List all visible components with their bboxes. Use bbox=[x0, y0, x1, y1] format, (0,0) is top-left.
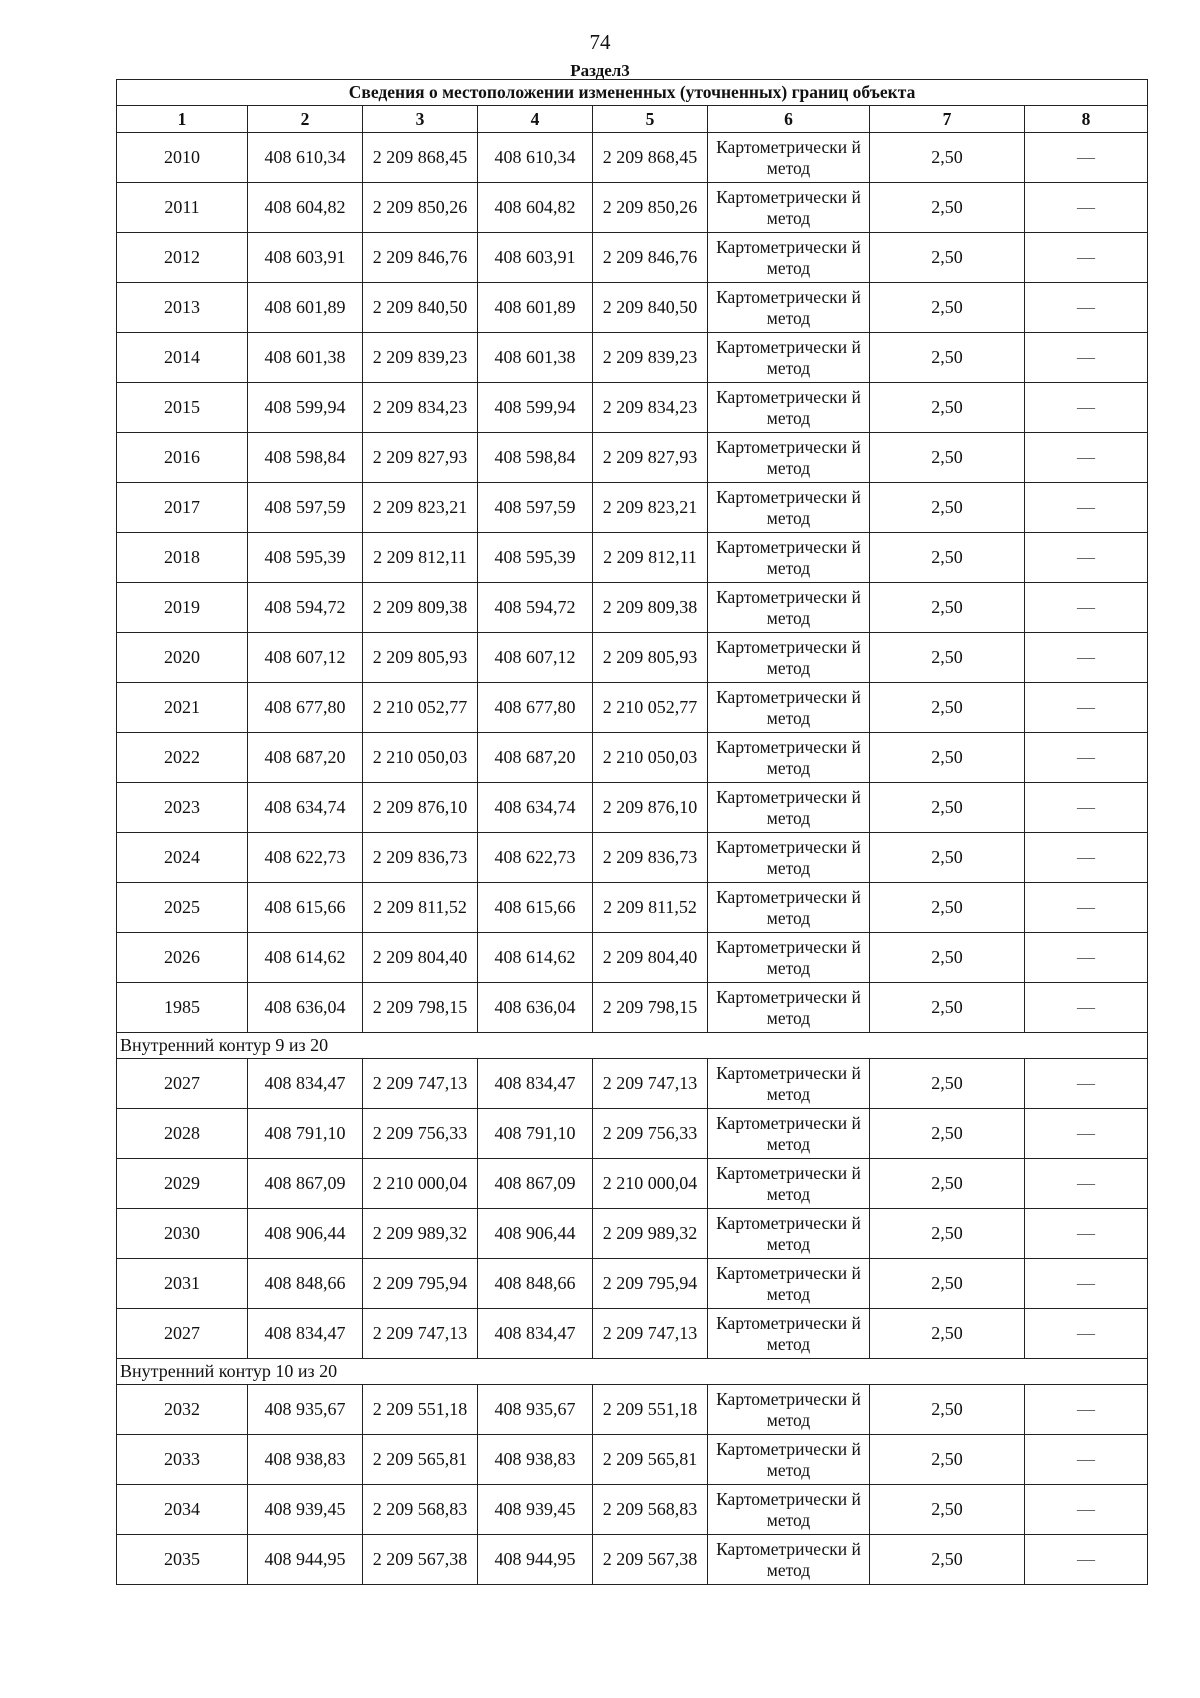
cell-col-2: 408 597,59 bbox=[248, 483, 363, 533]
cell-col-2: 408 604,82 bbox=[248, 183, 363, 233]
cell-col-1: 2023 bbox=[117, 783, 248, 833]
cell-col-3: 2 209 823,21 bbox=[363, 483, 478, 533]
table-row bbox=[117, 1385, 1148, 1435]
cell-col-1: 2020 bbox=[117, 633, 248, 683]
cell-col-4: 408 944,95 bbox=[478, 1535, 593, 1585]
cell-col-5: 2 209 798,15 bbox=[593, 983, 708, 1033]
cell-col-7: 2,50 bbox=[870, 1159, 1025, 1209]
cell-col-8: — bbox=[1025, 1535, 1148, 1585]
cell-col-1: 2035 bbox=[117, 1535, 248, 1585]
cell-col-7: 2,50 bbox=[870, 283, 1025, 333]
table-row bbox=[117, 383, 1148, 433]
cell-col-2: 408 944,95 bbox=[248, 1535, 363, 1585]
table-row bbox=[117, 1485, 1148, 1535]
cell-col-6: Картометрически й метод bbox=[708, 383, 870, 433]
cell-col-4: 408 791,10 bbox=[478, 1109, 593, 1159]
cell-col-7: 2,50 bbox=[870, 1059, 1025, 1109]
table-row bbox=[117, 1535, 1148, 1585]
column-header-row bbox=[117, 106, 1148, 133]
cell-col-1: 2021 bbox=[117, 683, 248, 733]
boundary-coordinates-table bbox=[116, 79, 1148, 1585]
cell-col-3: 2 209 798,15 bbox=[363, 983, 478, 1033]
column-header-3: 3 bbox=[363, 106, 478, 133]
cell-col-6: Картометрически й метод bbox=[708, 283, 870, 333]
table-row bbox=[117, 1059, 1148, 1109]
cell-col-7: 2,50 bbox=[870, 533, 1025, 583]
cell-col-1: 2024 bbox=[117, 833, 248, 883]
cell-col-2: 408 598,84 bbox=[248, 433, 363, 483]
cell-col-7: 2,50 bbox=[870, 933, 1025, 983]
cell-col-7: 2,50 bbox=[870, 883, 1025, 933]
cell-col-4: 408 687,20 bbox=[478, 733, 593, 783]
cell-col-5: 2 209 568,83 bbox=[593, 1485, 708, 1535]
cell-col-8: — bbox=[1025, 1485, 1148, 1535]
section-title: Раздел3 bbox=[570, 61, 630, 80]
cell-col-1: 2029 bbox=[117, 1159, 248, 1209]
cell-col-3: 2 209 747,13 bbox=[363, 1059, 478, 1109]
table-row bbox=[117, 683, 1148, 733]
column-header-6: 6 bbox=[708, 106, 870, 133]
cell-col-5: 2 209 756,33 bbox=[593, 1109, 708, 1159]
cell-col-1: 2025 bbox=[117, 883, 248, 933]
cell-col-8: — bbox=[1025, 233, 1148, 283]
cell-col-7: 2,50 bbox=[870, 183, 1025, 233]
cell-col-4: 408 599,94 bbox=[478, 383, 593, 433]
table-row bbox=[117, 1259, 1148, 1309]
cell-col-7: 2,50 bbox=[870, 383, 1025, 433]
cell-col-1: 2019 bbox=[117, 583, 248, 633]
cell-col-6: Картометрически й метод bbox=[708, 783, 870, 833]
cell-col-7: 2,50 bbox=[870, 433, 1025, 483]
cell-col-5: 2 209 565,81 bbox=[593, 1435, 708, 1485]
cell-col-3: 2 209 809,38 bbox=[363, 583, 478, 633]
cell-col-1: 2015 bbox=[117, 383, 248, 433]
cell-col-1: 2011 bbox=[117, 183, 248, 233]
cell-col-2: 408 601,38 bbox=[248, 333, 363, 383]
cell-col-7: 2,50 bbox=[870, 1385, 1025, 1435]
cell-col-4: 408 597,59 bbox=[478, 483, 593, 533]
cell-col-3: 2 209 756,33 bbox=[363, 1109, 478, 1159]
table-row bbox=[117, 283, 1148, 333]
cell-col-3: 2 209 812,11 bbox=[363, 533, 478, 583]
table-row bbox=[117, 1109, 1148, 1159]
cell-col-7: 2,50 bbox=[870, 833, 1025, 883]
cell-col-3: 2 209 551,18 bbox=[363, 1385, 478, 1435]
cell-col-4: 408 906,44 bbox=[478, 1209, 593, 1259]
cell-col-1: 2010 bbox=[117, 133, 248, 183]
cell-col-2: 408 614,62 bbox=[248, 933, 363, 983]
cell-col-4: 408 634,74 bbox=[478, 783, 593, 833]
cell-col-8: — bbox=[1025, 1385, 1148, 1435]
cell-col-2: 408 848,66 bbox=[248, 1259, 363, 1309]
table-row bbox=[117, 833, 1148, 883]
cell-col-6: Картометрически й метод bbox=[708, 233, 870, 283]
cell-col-6: Картометрически й метод bbox=[708, 633, 870, 683]
column-header-5: 5 bbox=[593, 106, 708, 133]
cell-col-1: 2031 bbox=[117, 1259, 248, 1309]
cell-col-5: 2 209 840,50 bbox=[593, 283, 708, 333]
cell-col-2: 408 834,47 bbox=[248, 1309, 363, 1359]
contour-header-row bbox=[117, 1359, 1148, 1385]
cell-col-6: Картометрически й метод bbox=[708, 1309, 870, 1359]
cell-col-2: 408 594,72 bbox=[248, 583, 363, 633]
cell-col-6: Картометрически й метод bbox=[708, 983, 870, 1033]
cell-col-7: 2,50 bbox=[870, 133, 1025, 183]
cell-col-3: 2 209 804,40 bbox=[363, 933, 478, 983]
cell-col-5: 2 209 868,45 bbox=[593, 133, 708, 183]
cell-col-6: Картометрически й метод bbox=[708, 1159, 870, 1209]
cell-col-1: 2027 bbox=[117, 1059, 248, 1109]
contour-label: Внутренний контур 9 из 20 bbox=[117, 1033, 1148, 1059]
cell-col-3: 2 209 850,26 bbox=[363, 183, 478, 233]
cell-col-8: — bbox=[1025, 133, 1148, 183]
cell-col-4: 408 598,84 bbox=[478, 433, 593, 483]
cell-col-7: 2,50 bbox=[870, 1535, 1025, 1585]
cell-col-2: 408 867,09 bbox=[248, 1159, 363, 1209]
cell-col-5: 2 209 989,32 bbox=[593, 1209, 708, 1259]
cell-col-4: 408 834,47 bbox=[478, 1059, 593, 1109]
cell-col-5: 2 209 805,93 bbox=[593, 633, 708, 683]
table-row bbox=[117, 783, 1148, 833]
cell-col-6: Картометрически й метод bbox=[708, 733, 870, 783]
page-number: 74 bbox=[589, 30, 611, 54]
cell-col-6: Картометрически й метод bbox=[708, 483, 870, 533]
cell-col-7: 2,50 bbox=[870, 333, 1025, 383]
cell-col-8: — bbox=[1025, 1435, 1148, 1485]
cell-col-7: 2,50 bbox=[870, 683, 1025, 733]
cell-col-3: 2 209 811,52 bbox=[363, 883, 478, 933]
cell-col-3: 2 209 834,23 bbox=[363, 383, 478, 433]
cell-col-8: — bbox=[1025, 483, 1148, 533]
cell-col-7: 2,50 bbox=[870, 583, 1025, 633]
cell-col-1: 1985 bbox=[117, 983, 248, 1033]
cell-col-6: Картометрически й метод bbox=[708, 1209, 870, 1259]
cell-col-2: 408 938,83 bbox=[248, 1435, 363, 1485]
table-row bbox=[117, 733, 1148, 783]
table-row bbox=[117, 483, 1148, 533]
cell-col-3: 2 209 868,45 bbox=[363, 133, 478, 183]
cell-col-3: 2 209 805,93 bbox=[363, 633, 478, 683]
cell-col-8: — bbox=[1025, 383, 1148, 433]
cell-col-1: 2034 bbox=[117, 1485, 248, 1535]
cell-col-7: 2,50 bbox=[870, 633, 1025, 683]
cell-col-1: 2018 bbox=[117, 533, 248, 583]
cell-col-8: — bbox=[1025, 683, 1148, 733]
cell-col-8: — bbox=[1025, 883, 1148, 933]
cell-col-4: 408 610,34 bbox=[478, 133, 593, 183]
cell-col-4: 408 601,38 bbox=[478, 333, 593, 383]
table-row bbox=[117, 1309, 1148, 1359]
cell-col-8: — bbox=[1025, 1209, 1148, 1259]
cell-col-6: Картометрически й метод bbox=[708, 1109, 870, 1159]
cell-col-2: 408 603,91 bbox=[248, 233, 363, 283]
cell-col-6: Картометрически й метод bbox=[708, 183, 870, 233]
cell-col-1: 2033 bbox=[117, 1435, 248, 1485]
cell-col-4: 408 938,83 bbox=[478, 1435, 593, 1485]
cell-col-2: 408 607,12 bbox=[248, 633, 363, 683]
cell-col-6: Картометрически й метод bbox=[708, 833, 870, 883]
column-header-4: 4 bbox=[478, 106, 593, 133]
cell-col-6: Картометрически й метод bbox=[708, 333, 870, 383]
cell-col-5: 2 209 812,11 bbox=[593, 533, 708, 583]
cell-col-4: 408 603,91 bbox=[478, 233, 593, 283]
cell-col-1: 2028 bbox=[117, 1109, 248, 1159]
cell-col-4: 408 601,89 bbox=[478, 283, 593, 333]
cell-col-6: Картометрически й метод bbox=[708, 1385, 870, 1435]
table-row bbox=[117, 583, 1148, 633]
cell-col-5: 2 210 050,03 bbox=[593, 733, 708, 783]
cell-col-6: Картометрически й метод bbox=[708, 433, 870, 483]
cell-col-5: 2 209 747,13 bbox=[593, 1309, 708, 1359]
cell-col-8: — bbox=[1025, 183, 1148, 233]
cell-col-8: — bbox=[1025, 1059, 1148, 1109]
cell-col-2: 408 906,44 bbox=[248, 1209, 363, 1259]
cell-col-8: — bbox=[1025, 783, 1148, 833]
cell-col-6: Картометрически й метод bbox=[708, 883, 870, 933]
cell-col-4: 408 622,73 bbox=[478, 833, 593, 883]
cell-col-8: — bbox=[1025, 733, 1148, 783]
cell-col-3: 2 209 565,81 bbox=[363, 1435, 478, 1485]
cell-col-1: 2014 bbox=[117, 333, 248, 383]
cell-col-2: 408 610,34 bbox=[248, 133, 363, 183]
table-row bbox=[117, 633, 1148, 683]
cell-col-5: 2 209 834,23 bbox=[593, 383, 708, 433]
cell-col-2: 408 677,80 bbox=[248, 683, 363, 733]
column-header-1: 1 bbox=[117, 106, 248, 133]
cell-col-5: 2 209 846,76 bbox=[593, 233, 708, 283]
contour-header-row bbox=[117, 1033, 1148, 1059]
table-row bbox=[117, 1209, 1148, 1259]
cell-col-4: 408 595,39 bbox=[478, 533, 593, 583]
cell-col-5: 2 209 876,10 bbox=[593, 783, 708, 833]
cell-col-6: Картометрически й метод bbox=[708, 133, 870, 183]
cell-col-3: 2 209 747,13 bbox=[363, 1309, 478, 1359]
cell-col-4: 408 594,72 bbox=[478, 583, 593, 633]
cell-col-6: Картометрически й метод bbox=[708, 533, 870, 583]
cell-col-5: 2 210 052,77 bbox=[593, 683, 708, 733]
cell-col-4: 408 939,45 bbox=[478, 1485, 593, 1535]
cell-col-6: Картометрически й метод bbox=[708, 1535, 870, 1585]
cell-col-3: 2 209 840,50 bbox=[363, 283, 478, 333]
cell-col-2: 408 622,73 bbox=[248, 833, 363, 883]
cell-col-2: 408 687,20 bbox=[248, 733, 363, 783]
cell-col-4: 408 867,09 bbox=[478, 1159, 593, 1209]
cell-col-5: 2 209 836,73 bbox=[593, 833, 708, 883]
cell-col-8: — bbox=[1025, 533, 1148, 583]
cell-col-8: — bbox=[1025, 1309, 1148, 1359]
cell-col-4: 408 604,82 bbox=[478, 183, 593, 233]
table-caption: Сведения о местоположении измененных (уточненных) границ объекта bbox=[117, 80, 1148, 106]
cell-col-5: 2 209 804,40 bbox=[593, 933, 708, 983]
cell-col-5: 2 210 000,04 bbox=[593, 1159, 708, 1209]
cell-col-6: Картометрически й метод bbox=[708, 683, 870, 733]
cell-col-6: Картометрически й метод bbox=[708, 1435, 870, 1485]
cell-col-4: 408 614,62 bbox=[478, 933, 593, 983]
cell-col-7: 2,50 bbox=[870, 233, 1025, 283]
table-row bbox=[117, 183, 1148, 233]
cell-col-3: 2 209 836,73 bbox=[363, 833, 478, 883]
column-header-8: 8 bbox=[1025, 106, 1148, 133]
cell-col-5: 2 209 809,38 bbox=[593, 583, 708, 633]
table-caption-row bbox=[117, 80, 1148, 106]
cell-col-3: 2 209 989,32 bbox=[363, 1209, 478, 1259]
cell-col-6: Картометрически й метод bbox=[708, 1485, 870, 1535]
cell-col-5: 2 209 811,52 bbox=[593, 883, 708, 933]
cell-col-2: 408 599,94 bbox=[248, 383, 363, 433]
cell-col-5: 2 209 795,94 bbox=[593, 1259, 708, 1309]
table-row bbox=[117, 333, 1148, 383]
cell-col-8: — bbox=[1025, 283, 1148, 333]
cell-col-2: 408 791,10 bbox=[248, 1109, 363, 1159]
cell-col-3: 2 209 876,10 bbox=[363, 783, 478, 833]
cell-col-4: 408 848,66 bbox=[478, 1259, 593, 1309]
contour-label: Внутренний контур 10 из 20 bbox=[117, 1359, 1148, 1385]
table-row bbox=[117, 1435, 1148, 1485]
cell-col-7: 2,50 bbox=[870, 783, 1025, 833]
cell-col-1: 2016 bbox=[117, 433, 248, 483]
cell-col-7: 2,50 bbox=[870, 1435, 1025, 1485]
cell-col-2: 408 595,39 bbox=[248, 533, 363, 583]
cell-col-3: 2 210 050,03 bbox=[363, 733, 478, 783]
cell-col-1: 2012 bbox=[117, 233, 248, 283]
table-row bbox=[117, 1159, 1148, 1209]
table-row bbox=[117, 433, 1148, 483]
cell-col-3: 2 210 052,77 bbox=[363, 683, 478, 733]
cell-col-2: 408 939,45 bbox=[248, 1485, 363, 1535]
cell-col-4: 408 607,12 bbox=[478, 633, 593, 683]
cell-col-3: 2 209 827,93 bbox=[363, 433, 478, 483]
cell-col-6: Картометрически й метод bbox=[708, 1259, 870, 1309]
cell-col-1: 2017 bbox=[117, 483, 248, 533]
cell-col-2: 408 634,74 bbox=[248, 783, 363, 833]
cell-col-8: — bbox=[1025, 1109, 1148, 1159]
cell-col-5: 2 209 839,23 bbox=[593, 333, 708, 383]
cell-col-4: 408 834,47 bbox=[478, 1309, 593, 1359]
cell-col-7: 2,50 bbox=[870, 1485, 1025, 1535]
cell-col-4: 408 677,80 bbox=[478, 683, 593, 733]
column-header-2: 2 bbox=[248, 106, 363, 133]
cell-col-5: 2 209 827,93 bbox=[593, 433, 708, 483]
table-row bbox=[117, 233, 1148, 283]
table-row bbox=[117, 533, 1148, 583]
cell-col-3: 2 209 846,76 bbox=[363, 233, 478, 283]
cell-col-7: 2,50 bbox=[870, 483, 1025, 533]
column-header-7: 7 bbox=[870, 106, 1025, 133]
cell-col-8: — bbox=[1025, 933, 1148, 983]
cell-col-7: 2,50 bbox=[870, 1109, 1025, 1159]
cell-col-5: 2 209 747,13 bbox=[593, 1059, 708, 1109]
table-row bbox=[117, 983, 1148, 1033]
cell-col-8: — bbox=[1025, 983, 1148, 1033]
cell-col-8: — bbox=[1025, 333, 1148, 383]
cell-col-1: 2026 bbox=[117, 933, 248, 983]
table-row bbox=[117, 933, 1148, 983]
cell-col-1: 2032 bbox=[117, 1385, 248, 1435]
cell-col-7: 2,50 bbox=[870, 1259, 1025, 1309]
cell-col-3: 2 209 567,38 bbox=[363, 1535, 478, 1585]
cell-col-7: 2,50 bbox=[870, 733, 1025, 783]
cell-col-7: 2,50 bbox=[870, 1309, 1025, 1359]
cell-col-5: 2 209 551,18 bbox=[593, 1385, 708, 1435]
cell-col-2: 408 834,47 bbox=[248, 1059, 363, 1109]
cell-col-6: Картометрически й метод bbox=[708, 583, 870, 633]
cell-col-2: 408 935,67 bbox=[248, 1385, 363, 1435]
cell-col-4: 408 615,66 bbox=[478, 883, 593, 933]
cell-col-3: 2 209 839,23 bbox=[363, 333, 478, 383]
cell-col-8: — bbox=[1025, 633, 1148, 683]
cell-col-1: 2022 bbox=[117, 733, 248, 783]
cell-col-8: — bbox=[1025, 1159, 1148, 1209]
cell-col-3: 2 209 568,83 bbox=[363, 1485, 478, 1535]
cell-col-3: 2 209 795,94 bbox=[363, 1259, 478, 1309]
cell-col-4: 408 636,04 bbox=[478, 983, 593, 1033]
cell-col-8: — bbox=[1025, 833, 1148, 883]
cell-col-5: 2 209 567,38 bbox=[593, 1535, 708, 1585]
cell-col-4: 408 935,67 bbox=[478, 1385, 593, 1435]
cell-col-1: 2027 bbox=[117, 1309, 248, 1359]
cell-col-8: — bbox=[1025, 1259, 1148, 1309]
cell-col-6: Картометрически й метод bbox=[708, 1059, 870, 1109]
cell-col-2: 408 636,04 bbox=[248, 983, 363, 1033]
cell-col-2: 408 615,66 bbox=[248, 883, 363, 933]
table-row bbox=[117, 133, 1148, 183]
cell-col-2: 408 601,89 bbox=[248, 283, 363, 333]
cell-col-3: 2 210 000,04 bbox=[363, 1159, 478, 1209]
cell-col-5: 2 209 850,26 bbox=[593, 183, 708, 233]
table-row bbox=[117, 883, 1148, 933]
cell-col-1: 2013 bbox=[117, 283, 248, 333]
cell-col-6: Картометрически й метод bbox=[708, 933, 870, 983]
cell-col-8: — bbox=[1025, 583, 1148, 633]
cell-col-8: — bbox=[1025, 433, 1148, 483]
cell-col-1: 2030 bbox=[117, 1209, 248, 1259]
cell-col-7: 2,50 bbox=[870, 1209, 1025, 1259]
cell-col-5: 2 209 823,21 bbox=[593, 483, 708, 533]
cell-col-7: 2,50 bbox=[870, 983, 1025, 1033]
